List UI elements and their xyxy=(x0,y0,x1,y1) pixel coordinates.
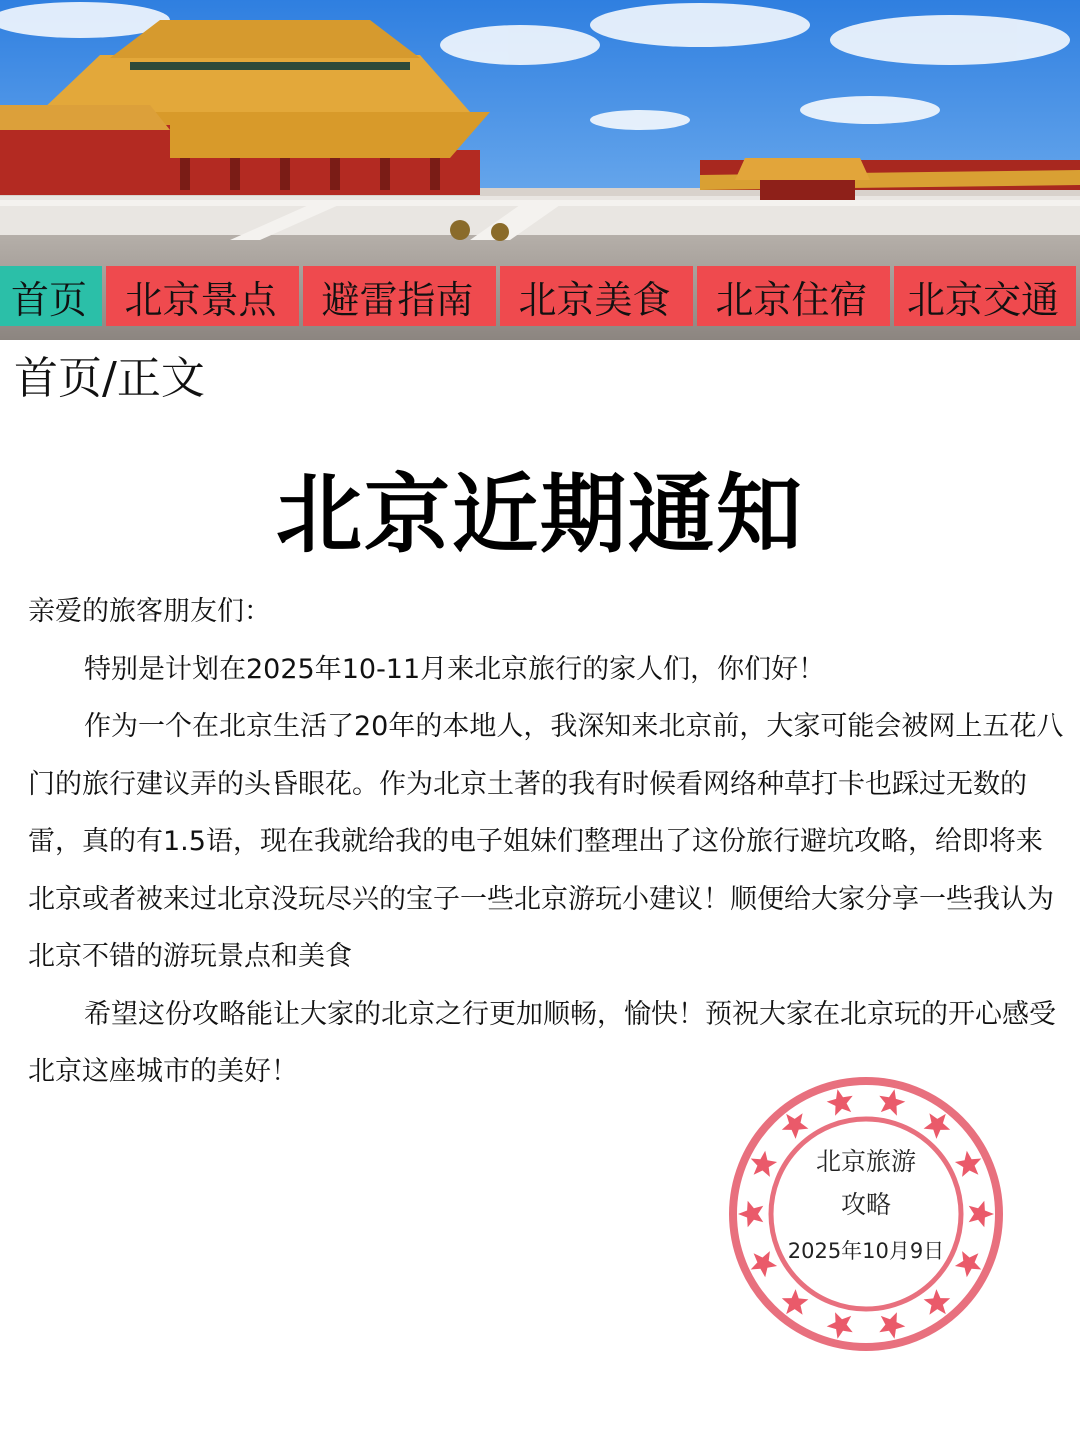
star-icon xyxy=(827,1089,853,1116)
stamp-date: 2025年10月9日 xyxy=(787,1239,945,1263)
nav-tab-lodging[interactable]: 北京住宿 xyxy=(697,266,890,326)
nav-tab-food[interactable]: 北京美食 xyxy=(500,266,693,326)
paragraph: 希望这份攻略能让大家的北京之行更加顺畅，愉快！预祝大家在北京玩的开心感受北京这座城市的美好！ xyxy=(28,998,1056,1087)
star-icon xyxy=(782,1289,809,1315)
paragraph: 作为一个在北京生活了20年的本地人，我深知来北京前，大家可能会被网上五花八门的旅行建议弄的头昏眼花。作为北京土著的我有时候看网络种草打卡也踩过无数的雷，真的有1.5语，现在我就给我的电子姐妹们整理出了这份旅行避坑攻略，给即将来北京或者被来过北京没玩尽兴的宝子一些北京游玩小建议！顺便给大家分享一些我认为北京不错的游玩景点和美食 xyxy=(28,711,1064,972)
seal-stamp xyxy=(728,1076,1004,1352)
article-body xyxy=(28,583,1068,1101)
paragraph: 特别是计划在2025年10-11月来北京旅行的家人们，你们好！ xyxy=(84,653,826,685)
nav-tab-home[interactable]: 首页 xyxy=(0,266,102,326)
top-nav xyxy=(0,266,1080,326)
greeting: 亲爱的旅客朋友们： xyxy=(28,596,271,627)
breadcrumb[interactable]: 首页/正文 xyxy=(14,353,205,404)
star-icon xyxy=(924,1289,951,1315)
star-icon xyxy=(782,1113,809,1139)
star-icon xyxy=(924,1113,951,1139)
nav-tab-transport[interactable]: 北京交通 xyxy=(894,266,1076,326)
stamp-subtitle: 攻略 xyxy=(840,1190,891,1219)
stamp-title: 北京旅游 xyxy=(815,1147,916,1176)
star-icon xyxy=(827,1312,853,1339)
nav-tab-avoid-guide[interactable]: 避雷指南 xyxy=(303,266,496,326)
nav-tab-attractions[interactable]: 北京景点 xyxy=(106,266,299,326)
star-icon xyxy=(879,1089,905,1116)
page-title: 北京近期通知 xyxy=(276,465,804,565)
star-icon xyxy=(879,1312,905,1339)
